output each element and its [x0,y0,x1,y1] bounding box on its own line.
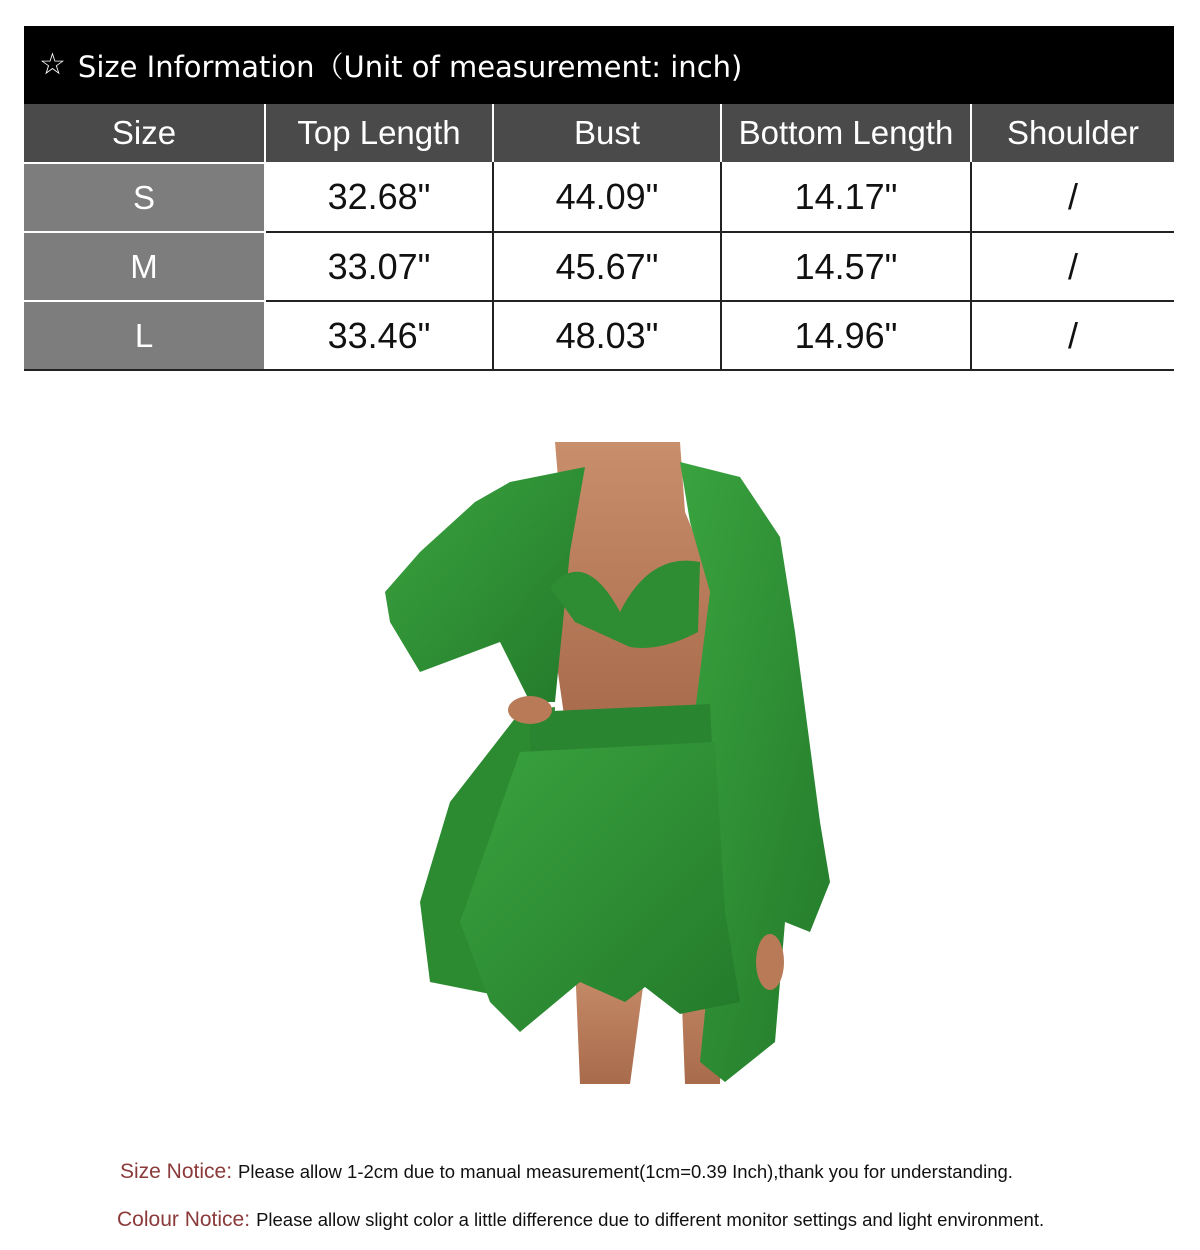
row-label-size: M [24,231,266,300]
cell-bust: 44.09" [494,162,722,231]
cell-top-length: 32.68" [266,162,494,231]
table-title: Size Information（Unit of measurement: inch) [77,49,743,84]
table-bottom-rule [24,369,1174,371]
column-header-bust: Bust [494,104,722,162]
colour-notice [117,1208,1044,1232]
star-outline-icon: ☆ [39,47,66,82]
cell-top-length: 33.46" [266,300,494,369]
cell-shoulder: / [972,231,1174,300]
table-row [24,300,1174,369]
model-hand [508,696,552,724]
column-header-bottom-length: Bottom Length [722,104,972,162]
model-hand-right [756,934,784,990]
row-label-size: L [24,300,266,369]
size-notice-text: Please allow 1-2cm due to manual measurement(1cm=0.39 Inch),thank you for understanding. [238,1161,1013,1182]
colour-notice-text: Please allow slight color a little difference due to different monitor settings and light environment. [256,1209,1045,1230]
table-title-bar [24,26,1174,104]
cell-shoulder: / [972,162,1174,231]
cell-bottom-length: 14.57" [722,231,972,300]
colour-notice-label: Colour Notice: [117,1208,251,1231]
column-header-row [24,104,1174,162]
cell-bottom-length: 14.96" [722,300,972,369]
cell-bust: 48.03" [494,300,722,369]
column-header-top-length: Top Length [266,104,494,162]
table-row [24,162,1174,231]
cell-shoulder: / [972,300,1174,369]
cell-bottom-length: 14.17" [722,162,972,231]
table-row [24,231,1174,300]
size-table [24,26,1174,371]
size-notice [120,1160,1013,1184]
product-photo [380,442,840,1084]
size-notice-label: Size Notice: [120,1160,233,1183]
column-header-size: Size [24,104,266,162]
cell-bust: 45.67" [494,231,722,300]
row-label-size: S [24,162,266,231]
column-header-shoulder: Shoulder [972,104,1174,162]
cell-top-length: 33.07" [266,231,494,300]
